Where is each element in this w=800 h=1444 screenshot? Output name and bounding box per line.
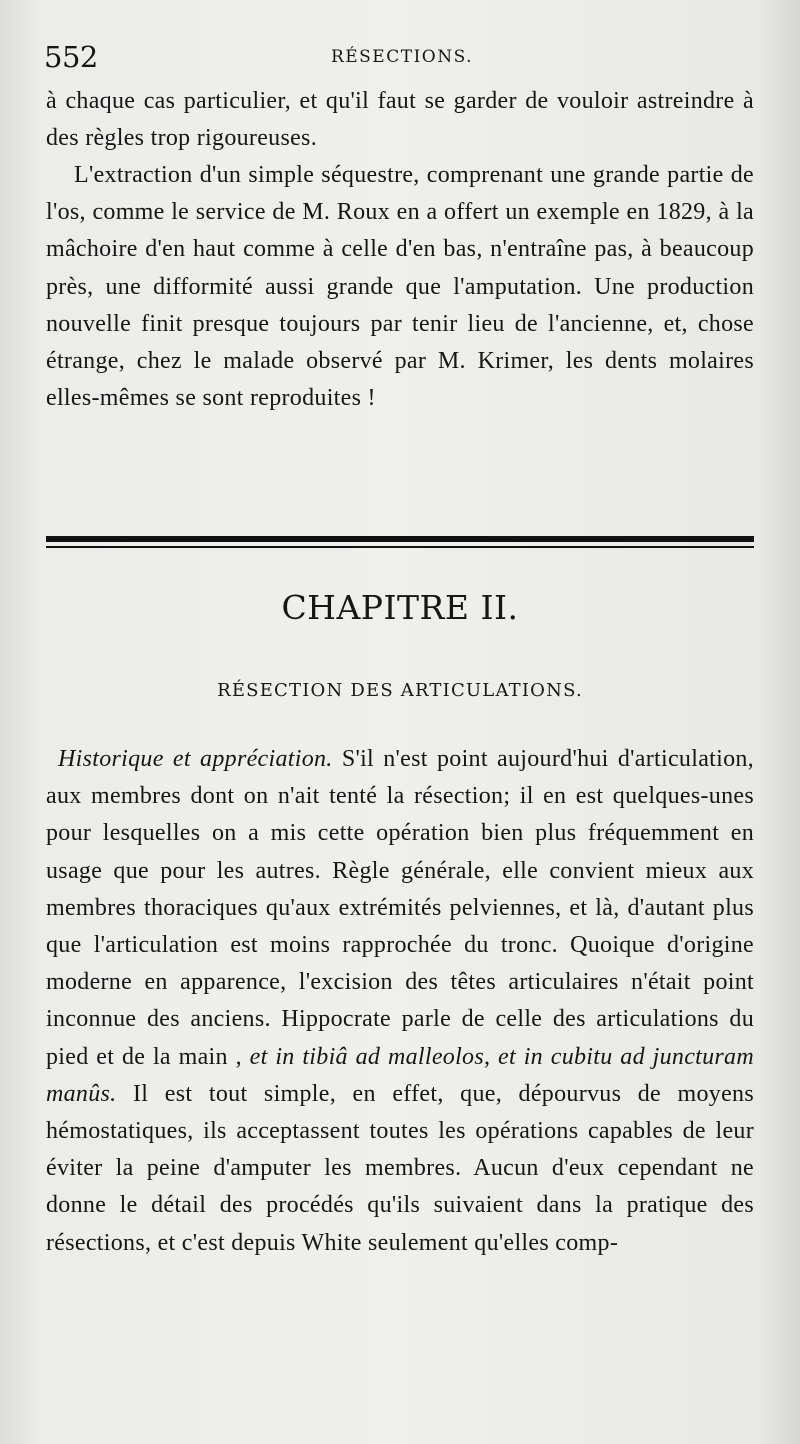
page-header (44, 40, 760, 76)
chapter-title: CHAPITRE II. (281, 588, 519, 627)
latin-quote: et in tibiâ ad malleolos, et in cubitu ad juncturam manûs. (46, 1043, 754, 1107)
running-head: RÉSECTIONS. (330, 47, 474, 67)
paragraph-continuation: à chaque cas particulier, et qu'il faut se garder de vouloir astreindre à des règles trop rigoureuses. (46, 88, 754, 152)
page-number: 552 (44, 40, 98, 74)
paragraph-historique (46, 741, 754, 1262)
paragraph-text-part1: S'il n'est point aujourd'hui d'articulation, aux membres dont on n'ait tenté la résection; il en est quelques-unes pour lesquelles on a mis cette opération bien plus fréquemment en usage que pour les autres. Règle générale, elle convient mieux aux membres thoraciques qu'aux extrémités pelviennes, et là, d'autant plus que l'articulation est moins rapprochée du tronc. Quoique d'origine moderne en apparence, l'excision des têtes articulaires n'était point inconnue des anciens. Hippocrate parle de celle des articulations du pied et de la main , (46, 746, 754, 1070)
chapter-divider-rule (46, 536, 754, 551)
paragraph-text-part2: Il est tout simple, en effet, que, dépourvus de moyens hémostatiques, ils acceptassent toutes les opérations capables de leur éviter la peine d'amputer les membres. Aucun d'eux cependant ne donne le détail des procédés qu'ils suivaient dans la pratique des résections, et c'est depuis White seulement qu'elles comp- (46, 1080, 754, 1256)
divider-thin-line (46, 546, 754, 548)
section-title: RÉSECTION DES ARTICULATIONS. (217, 680, 583, 701)
divider-thick-line (46, 536, 754, 542)
paragraph-lead-italic: Historique et appréciation. (58, 746, 333, 772)
paragraph-sequestre: L'extraction d'un simple séquestre, comprenant une grande partie de l'os, comme le service de M. Roux en a offert un exemple en 1829, à la mâchoire d'en haut comme à celle d'en bas, n'entraîne pas, à beaucoup près, une difformité aussi grande que l'amputation. Une production nouvelle finit presque toujours par tenir lieu de l'ancienne, et, chose étrange, chez le malade observé par M. Krimer, les dents molaires elles-mêmes se sont reproduites ! (46, 162, 754, 412)
